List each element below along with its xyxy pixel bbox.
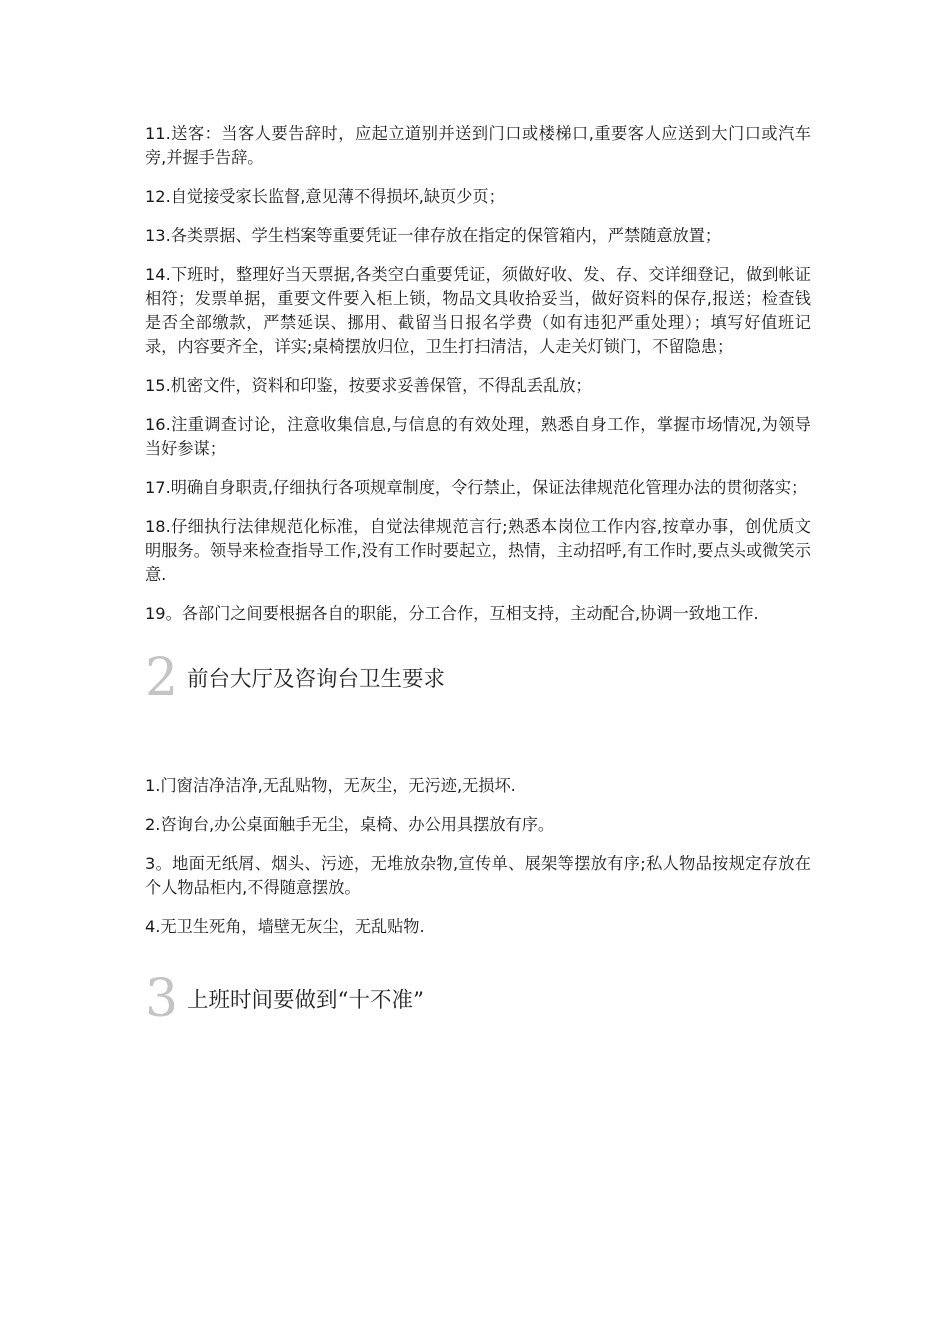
rule-11: 11.送客：当客人要告辞时，应起立道别并送到门口或楼梯口,重要客人应送到大门口或汽车旁,并握手告辞。 [145,124,811,167]
rule-18: 18.仔细执行法律规范化标准，自觉法律规范言行;熟悉本岗位工作内容,按章办事，创优质文明服务。领导来检查指导工作,没有工作时要起立，热情，主动招呼,有工作时,要点头或微笑示意. [145,517,811,584]
hygiene-item-1: 1.门窗洁净洁净,无乱贴物，无灰尘，无污迹,无损坏. [145,776,516,795]
hygiene-item-3: 3。地面无纸屑、烟头、污迹，无堆放杂物,宣传单、展架等摆放有序;私人物品按规定存放在个人物品柜内,不得随意摆放。 [145,854,811,897]
rule-14: 14.下班时，整理好当天票据,各类空白重要凭证，须做好收、发、存、交详细登记，做到帐证相符；发票单据，重要文件要入柜上锁，物品文具收拾妥当，做好资料的保存,报送；检查钱是否全部缴款，严禁延误、挪用、截留当日报名学费（如有违犯严重处理）；填写好值班记录，内容要齐全，详实;桌椅摆放归位，卫生打扫清洁，人走关灯锁门，不留隐患； [145,265,811,356]
hygiene-item-2: 2.咨询台,办公桌面触手无尘，桌椅、办公用具摆放有序。 [145,815,555,834]
section-number: 3 [145,969,179,1029]
section-title: 上班时间要做到“十不准” [187,988,424,1013]
section-heading-2 [145,648,811,708]
hygiene-item-4: 4.无卫生死角，墙壁无灰尘，无乱贴物. [145,917,425,936]
section-number: 2 [145,648,179,708]
rule-19: 19。各部门之间要根据各自的职能，分工合作，互相支持，主动配合,协调一致地工作. [145,604,759,623]
rule-17: 17.明确自身职责,仔细执行各项规章制度，令行禁止，保证法律规范化管理办法的贯彻落实； [145,478,808,497]
rule-13: 13.各类票据、学生档案等重要凭证一律存放在指定的保管箱内，严禁随意放置； [145,226,722,245]
rule-12: 12.自觉接受家长监督,意见薄不得损坏,缺页少页； [145,187,505,206]
section-title: 前台大厅及咨询台卫生要求 [187,667,446,692]
rule-16: 16.注重调查讨论，注意收集信息,与信息的有效处理，熟悉自身工作，掌握市场情况,为领导当好参谋； [145,415,811,458]
document-body [145,122,811,1029]
rule-15: 15.机密文件，资料和印鉴，按要求妥善保管，不得乱丢乱放； [145,376,592,395]
section-heading-3 [145,969,811,1029]
